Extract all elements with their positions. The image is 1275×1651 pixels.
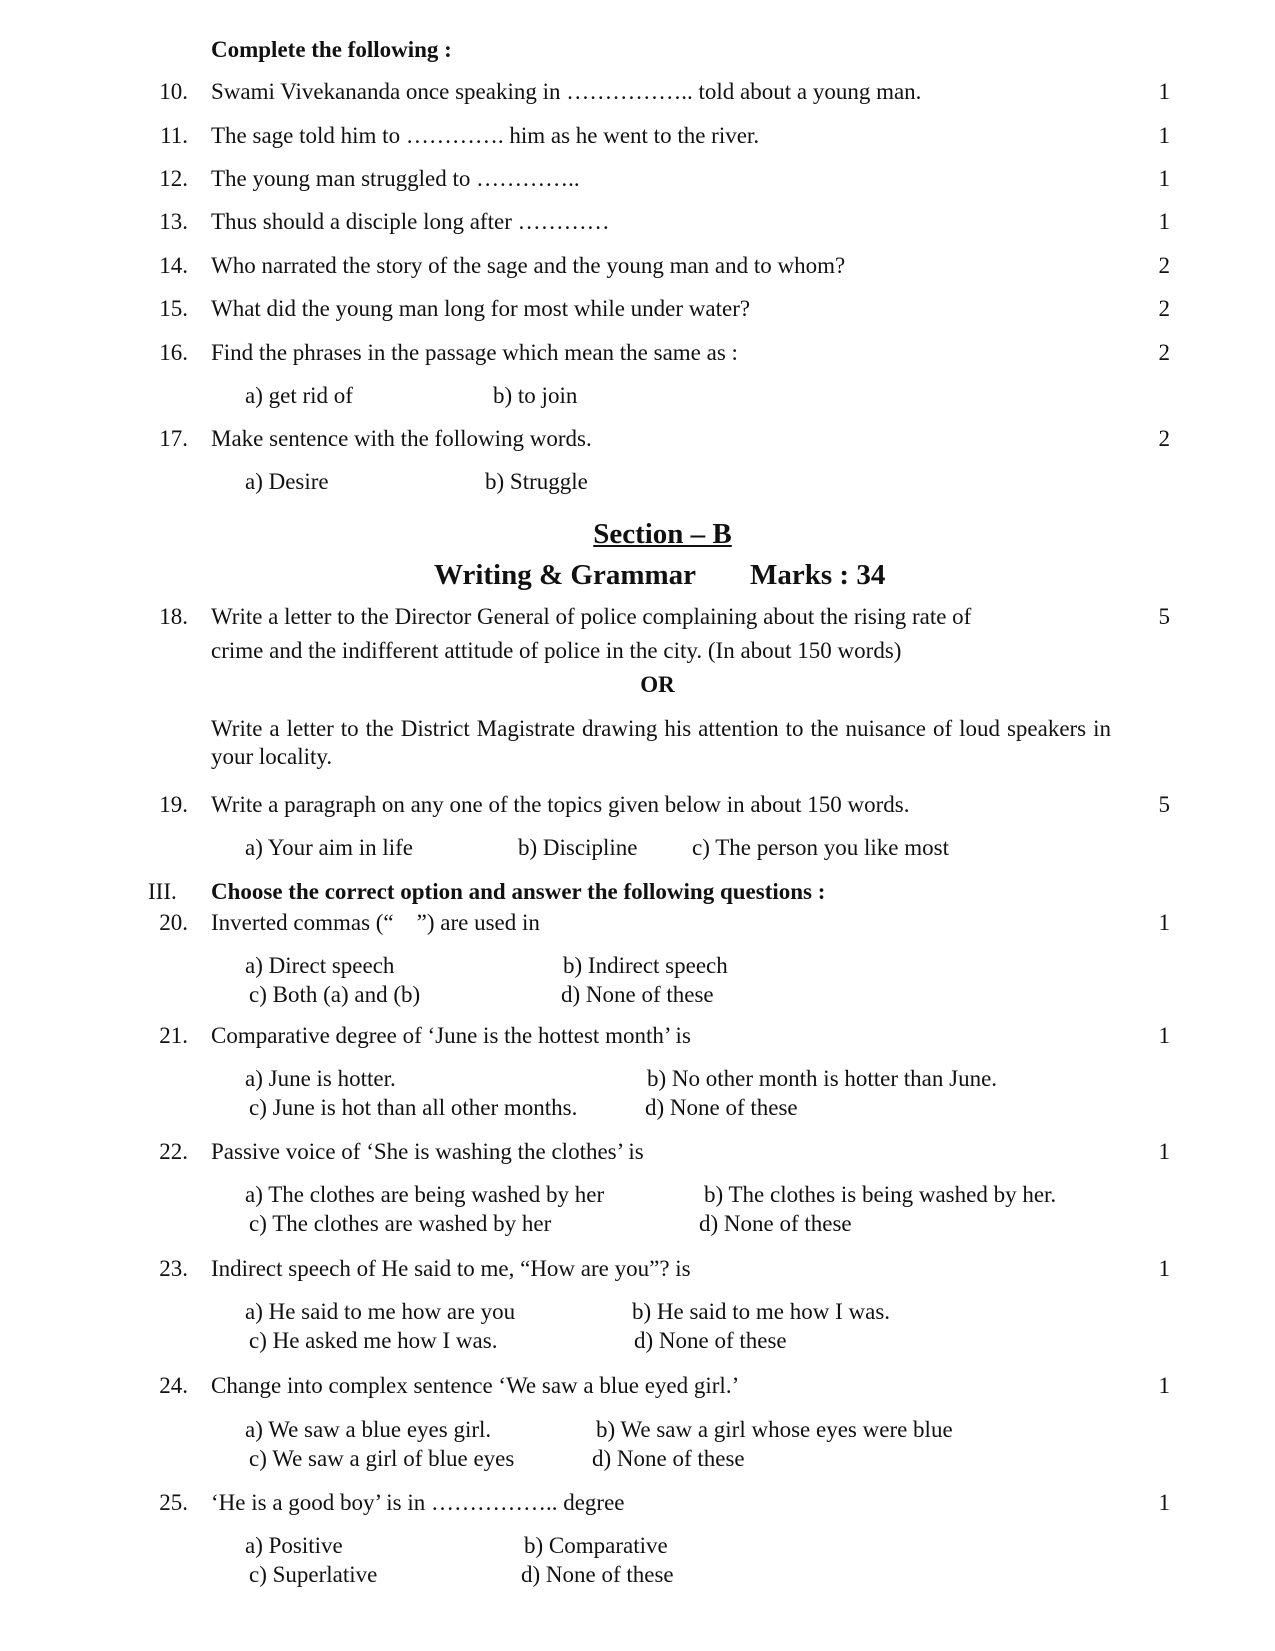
option-a: a) Desire	[245, 469, 329, 494]
complete-heading: Complete the following :	[211, 37, 452, 62]
question-number: 25.	[159, 1490, 188, 1515]
question-text: ‘He is a good boy’ is in …………….. degree	[211, 1490, 625, 1515]
option-a: a) We saw a blue eyes girl.	[245, 1417, 492, 1442]
option-b: b) Struggle	[485, 469, 588, 494]
question-text: Make sentence with the following words.	[211, 426, 592, 451]
question-text: Inverted commas (“ ”) are used in	[211, 910, 540, 935]
option-d: d) None of these	[645, 1095, 798, 1120]
question-marks: 2	[1158, 296, 1170, 321]
question-marks: 1	[1158, 1023, 1170, 1048]
option-a: a) He said to me how are you	[245, 1299, 516, 1324]
option-c: c) Both (a) and (b)	[249, 982, 421, 1007]
question-text: What did the young man long for most while under water?	[211, 296, 751, 321]
or-divider: OR	[640, 672, 675, 697]
question-number: 19.	[159, 792, 188, 817]
question-text: Find the phrases in the passage which mean the same as :	[211, 340, 738, 365]
question-number: 13.	[159, 209, 188, 234]
option-a: a) Direct speech	[245, 953, 395, 978]
option-c: c) The clothes are washed by her	[249, 1211, 552, 1236]
question-text: Indirect speech of He said to me, “How are you”? is	[211, 1256, 691, 1281]
question-text: The young man struggled to …………..	[211, 166, 580, 191]
question-text: The sage told him to …………. him as he went to the river.	[211, 123, 760, 148]
option-d: d) None of these	[699, 1211, 852, 1236]
question-number: 14.	[159, 253, 188, 278]
question-number: 23.	[159, 1256, 188, 1281]
question-number: 15.	[159, 296, 188, 321]
option-a: a) Your aim in life	[245, 835, 414, 860]
question-number: 18.	[159, 604, 188, 629]
question-marks: 1	[1158, 910, 1170, 935]
question-number: 17.	[159, 426, 188, 451]
option-d: d) None of these	[634, 1328, 787, 1353]
option-d: d) None of these	[592, 1446, 745, 1471]
option-d: d) None of these	[561, 982, 714, 1007]
section-title: Section – B	[593, 518, 732, 550]
question-marks: 1	[1158, 123, 1170, 148]
option-c: c) The person you like most	[692, 835, 949, 860]
question-marks: 2	[1158, 253, 1170, 278]
question-number: 20.	[159, 910, 188, 935]
option-b: b) Discipline	[518, 835, 638, 860]
option-b: b) No other month is hotter than June.	[647, 1066, 998, 1091]
question-marks: 2	[1158, 426, 1170, 451]
question-text: Write a paragraph on any one of the topics given below in about 150 words.	[211, 792, 910, 817]
option-a: a) The clothes are being washed by her	[245, 1182, 605, 1207]
question-marks: 2	[1158, 340, 1170, 365]
option-c: c) June is hot than all other months.	[249, 1095, 578, 1120]
alternative-question: Write a letter to the District Magistrate drawing his attention to the nuisance of loud speakers in your locality.	[211, 716, 1111, 769]
question-text: Passive voice of ‘She is washing the clothes’ is	[211, 1139, 644, 1164]
option-a: a) get rid of	[245, 383, 353, 408]
question-text: Change into complex sentence ‘We saw a blue eyed girl.’	[211, 1373, 740, 1398]
question-number: 11.	[160, 123, 188, 148]
question-marks: 1	[1158, 209, 1170, 234]
question-text: Who narrated the story of the sage and the young man and to whom?	[211, 253, 846, 278]
option-b: b) Indirect speech	[563, 953, 728, 978]
question-text-line1: Write a letter to the Director General of police complaining about the rising rate of	[211, 604, 972, 629]
question-number: 16.	[159, 340, 188, 365]
option-b: b) He said to me how I was.	[632, 1299, 891, 1324]
option-b: b) to join	[493, 383, 578, 408]
question-marks: 1	[1158, 166, 1170, 191]
part-number: III.	[148, 879, 177, 904]
option-d: d) None of these	[521, 1562, 674, 1587]
option-c: c) He asked me how I was.	[249, 1328, 498, 1353]
part-heading: Choose the correct option and answer the following questions :	[211, 879, 826, 904]
question-number: 24.	[159, 1373, 188, 1398]
question-marks: 1	[1158, 1373, 1170, 1398]
question-text: Thus should a disciple long after …………	[211, 209, 610, 234]
option-b: b) We saw a girl whose eyes were blue	[596, 1417, 953, 1442]
question-marks: 1	[1158, 1139, 1170, 1164]
question-number: 10.	[159, 79, 188, 104]
option-a: a) June is hotter.	[245, 1066, 396, 1091]
question-text: Swami Vivekananda once speaking in …………….. told about a young man.	[211, 79, 922, 104]
question-marks: 1	[1158, 1490, 1170, 1515]
question-number: 21.	[159, 1023, 188, 1048]
question-text-line2: crime and the indifferent attitude of police in the city. (In about 150 words)	[211, 638, 902, 663]
question-marks: 5	[1158, 792, 1170, 817]
question-number: 12.	[159, 166, 188, 191]
question-marks: 1	[1158, 1256, 1170, 1281]
question-marks: 1	[1158, 79, 1170, 104]
section-marks: Marks : 34	[750, 559, 886, 591]
question-number: 22.	[159, 1139, 188, 1164]
option-c: c) We saw a girl of blue eyes	[249, 1446, 515, 1471]
section-subtitle: Writing & Grammar	[434, 559, 697, 591]
question-text: Comparative degree of ‘June is the hottest month’ is	[211, 1023, 691, 1048]
option-b: b) Comparative	[524, 1533, 668, 1558]
question-marks: 5	[1158, 604, 1170, 629]
option-a: a) Positive	[245, 1533, 343, 1558]
option-c: c) Superlative	[249, 1562, 378, 1587]
option-b: b) The clothes is being washed by her.	[704, 1182, 1057, 1207]
